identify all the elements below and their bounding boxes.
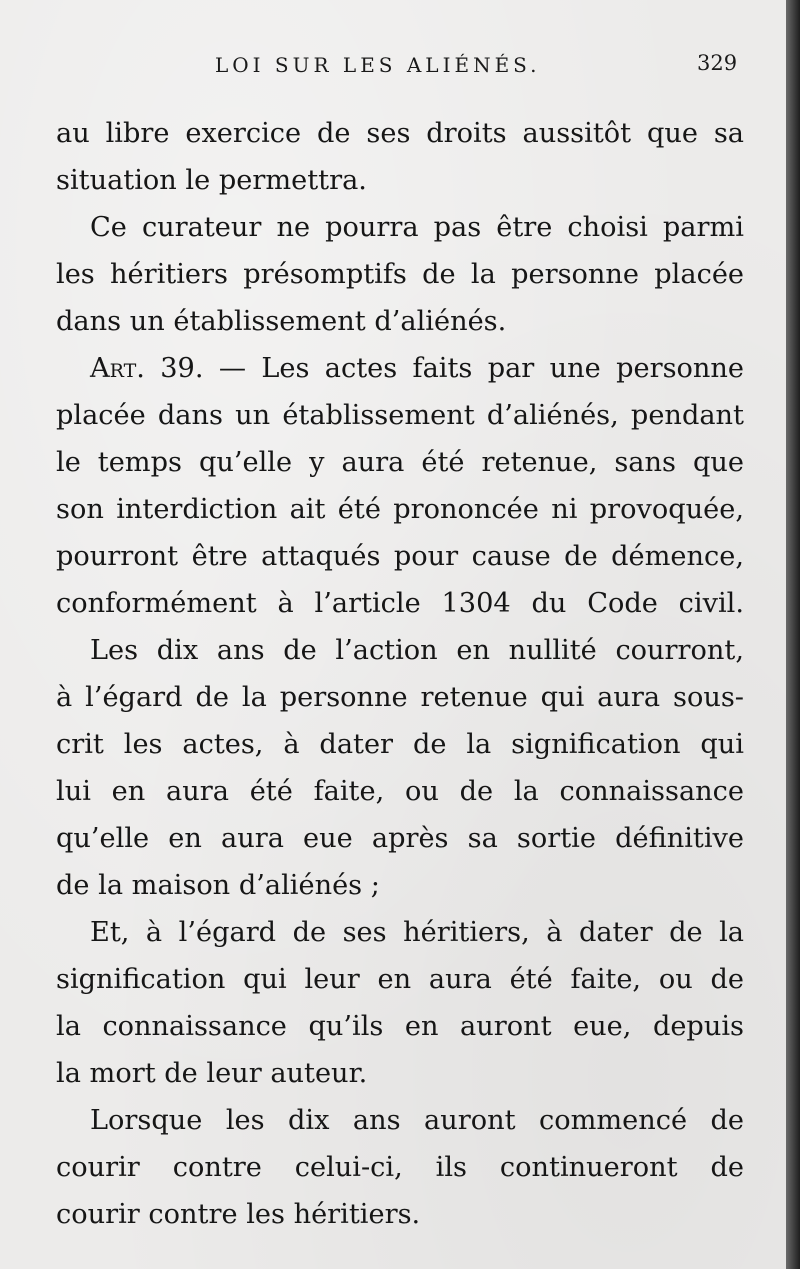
running-head (0, 45, 786, 85)
text-line: la connaissance qu’ils en auront eue, depuis (56, 1011, 744, 1042)
text-line: au libre exercice de ses droits aussitôt que sa (56, 118, 744, 149)
article-heading-line (56, 345, 744, 392)
text-line: lui en aura été faite, ou de la connaissance (56, 776, 744, 807)
paragraph-start-line: Les dix ans de l’action en nullité courront, (90, 635, 744, 666)
paragraph-start-line: Lorsque les dix ans auront commencé de (90, 1105, 744, 1136)
text-line: la mort de leur auteur. (56, 1058, 368, 1089)
text-line: placée dans un établissement d’aliénés, pendant (56, 400, 744, 431)
text-line: courir contre celui-ci, ils continueront de (56, 1152, 744, 1183)
running-title: LOI SUR LES ALIÉNÉS. (215, 53, 541, 77)
article-label: Art. (90, 353, 145, 384)
paragraph-start-line: Et, à l’égard de ses héritiers, à dater de la (90, 917, 744, 948)
text-line: son interdiction ait été prononcée ni provoquée, (56, 494, 744, 525)
page-number: 329 (697, 51, 738, 75)
text-line: de la maison d’aliénés ; (56, 870, 380, 901)
text-line: à l’égard de la personne retenue qui aura sous- (56, 682, 744, 713)
text-line: situation le permettra. (56, 165, 367, 196)
text-line: les héritiers présomptifs de la personne placée (56, 259, 744, 290)
text-line: crit les actes, à dater de la signification qui (56, 729, 744, 760)
text-line: courir contre les héritiers. (56, 1199, 421, 1230)
article-line-rest: 39. — Les actes faits par une personne (144, 353, 744, 384)
text-line: signification qui leur en aura été faite, ou de (56, 964, 744, 995)
text-line: le temps qu’elle y aura été retenue, sans que (56, 447, 744, 478)
body-text (56, 110, 744, 1238)
text-line: pourront être attaqués pour cause de démence, (56, 541, 744, 572)
text-line: qu’elle en aura eue après sa sortie définitive (56, 823, 744, 854)
paragraph-start-line: Ce curateur ne pourra pas être choisi parmi (90, 212, 744, 243)
page-edge-shadow (786, 0, 800, 1269)
text-line: dans un établissement d’aliénés. (56, 306, 507, 337)
text-line: conformément à l’article 1304 du Code civil. (56, 588, 744, 619)
